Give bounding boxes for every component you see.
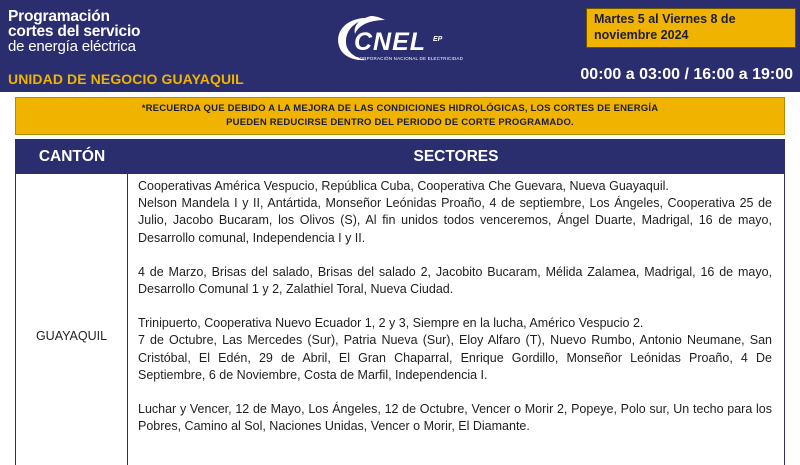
outage-hours: 00:00 a 03:00 / 16:00 a 19:00 (580, 66, 793, 83)
canton-cell: GUAYAQUIL (35, 329, 108, 343)
date-range-box: Martes 5 al Viernes 8 de noviembre 2024 (586, 8, 796, 48)
column-header-sectores: SECTORES (413, 148, 499, 165)
sector-paragraph: Trinipuerto, Cooperativa Nuevo Ecuador 1, 2 y 3, Siempre en la lucha, Américo Vespucio 2. (138, 316, 644, 331)
sector-paragraph: Luchar y Vencer, 12 de Mayo, Los Ángeles, 12 de Octubre, Vencer o Morir 2, Popeye, Polo sur, Un techo para los Pobres, Camino al Sol, Naciones Unidas, Vencer o Morir, El Diamante. (138, 402, 772, 434)
business-unit-label: UNIDAD DE NEGOCIO GUAYAQUIL (8, 71, 244, 87)
sector-paragraph: 4 de Marzo, Brisas del salado, Brisas del salado 2, Jacobito Bucaram, Mélida Zalamea, Madrigal, 16 de mayo, Desarrollo Comunal 1 y 2, Zalathiel Toral, Nueva Ciudad. (138, 264, 772, 297)
sectors-cell (138, 178, 772, 435)
logo-wordmark: CNEL (354, 28, 427, 56)
title-line-3: de energía eléctrica (8, 38, 136, 55)
notice-line-1: *RECUERDA QUE DEBIDO A LA MEJORA DE LAS CONDICIONES HIDROLÓGICAS, LOS CORTES DE ENERGÍA (141, 103, 659, 114)
header-banner (0, 0, 800, 92)
column-header-canton: CANTÓN (38, 148, 106, 165)
schedule-table (15, 139, 785, 465)
page-title (8, 9, 140, 54)
notice-line-2: PUEDEN REDUCIRSE DENTRO DEL PERIODO DE CORTE PROGRAMADO. (226, 117, 574, 128)
column-divider (127, 174, 128, 465)
sector-paragraph: Cooperativas América Vespucio, República Cuba, Cooperativa Che Guevara, Nueva Guayaquil. (138, 179, 669, 193)
sector-paragraph: 7 de Octubre, Las Mercedes (Sur), Patria Nueva (Sur), Eloy Alfaro (T), Nuevo Rumbo, Antonio Neumane, San Cristóbal, El Edén, 29 de Abril, El Gran Chaparral, Enrique Gordillo, Monseñor Leónidas Proaño, 4 De Septiembre, 6 de Noviembre, Costa de Marfil, Independencia I. (138, 333, 772, 382)
notice-banner (15, 97, 785, 135)
title-line-1: Programación (8, 8, 110, 25)
logo-suffix: EP (433, 36, 443, 43)
title-line-2: cortes del servicio (8, 23, 141, 40)
logo-subtitle: CORPORACIÓN NACIONAL DE ELECTRICIDAD (356, 56, 464, 61)
sector-paragraph: Nelson Mandela I y II, Antártida, Monseñor Leónidas Proaño, 4 de septiembre, Los Ángeles, Cooperativa 25 de Julio, Jacobo Bucaram, los Olivos (S), Al fin unidos todos venceremos, Ángel Duarte, Madrigal, 16 de mayo, Desarrollo comunal, Independencia I y II. (138, 196, 772, 245)
table-header (16, 140, 784, 174)
